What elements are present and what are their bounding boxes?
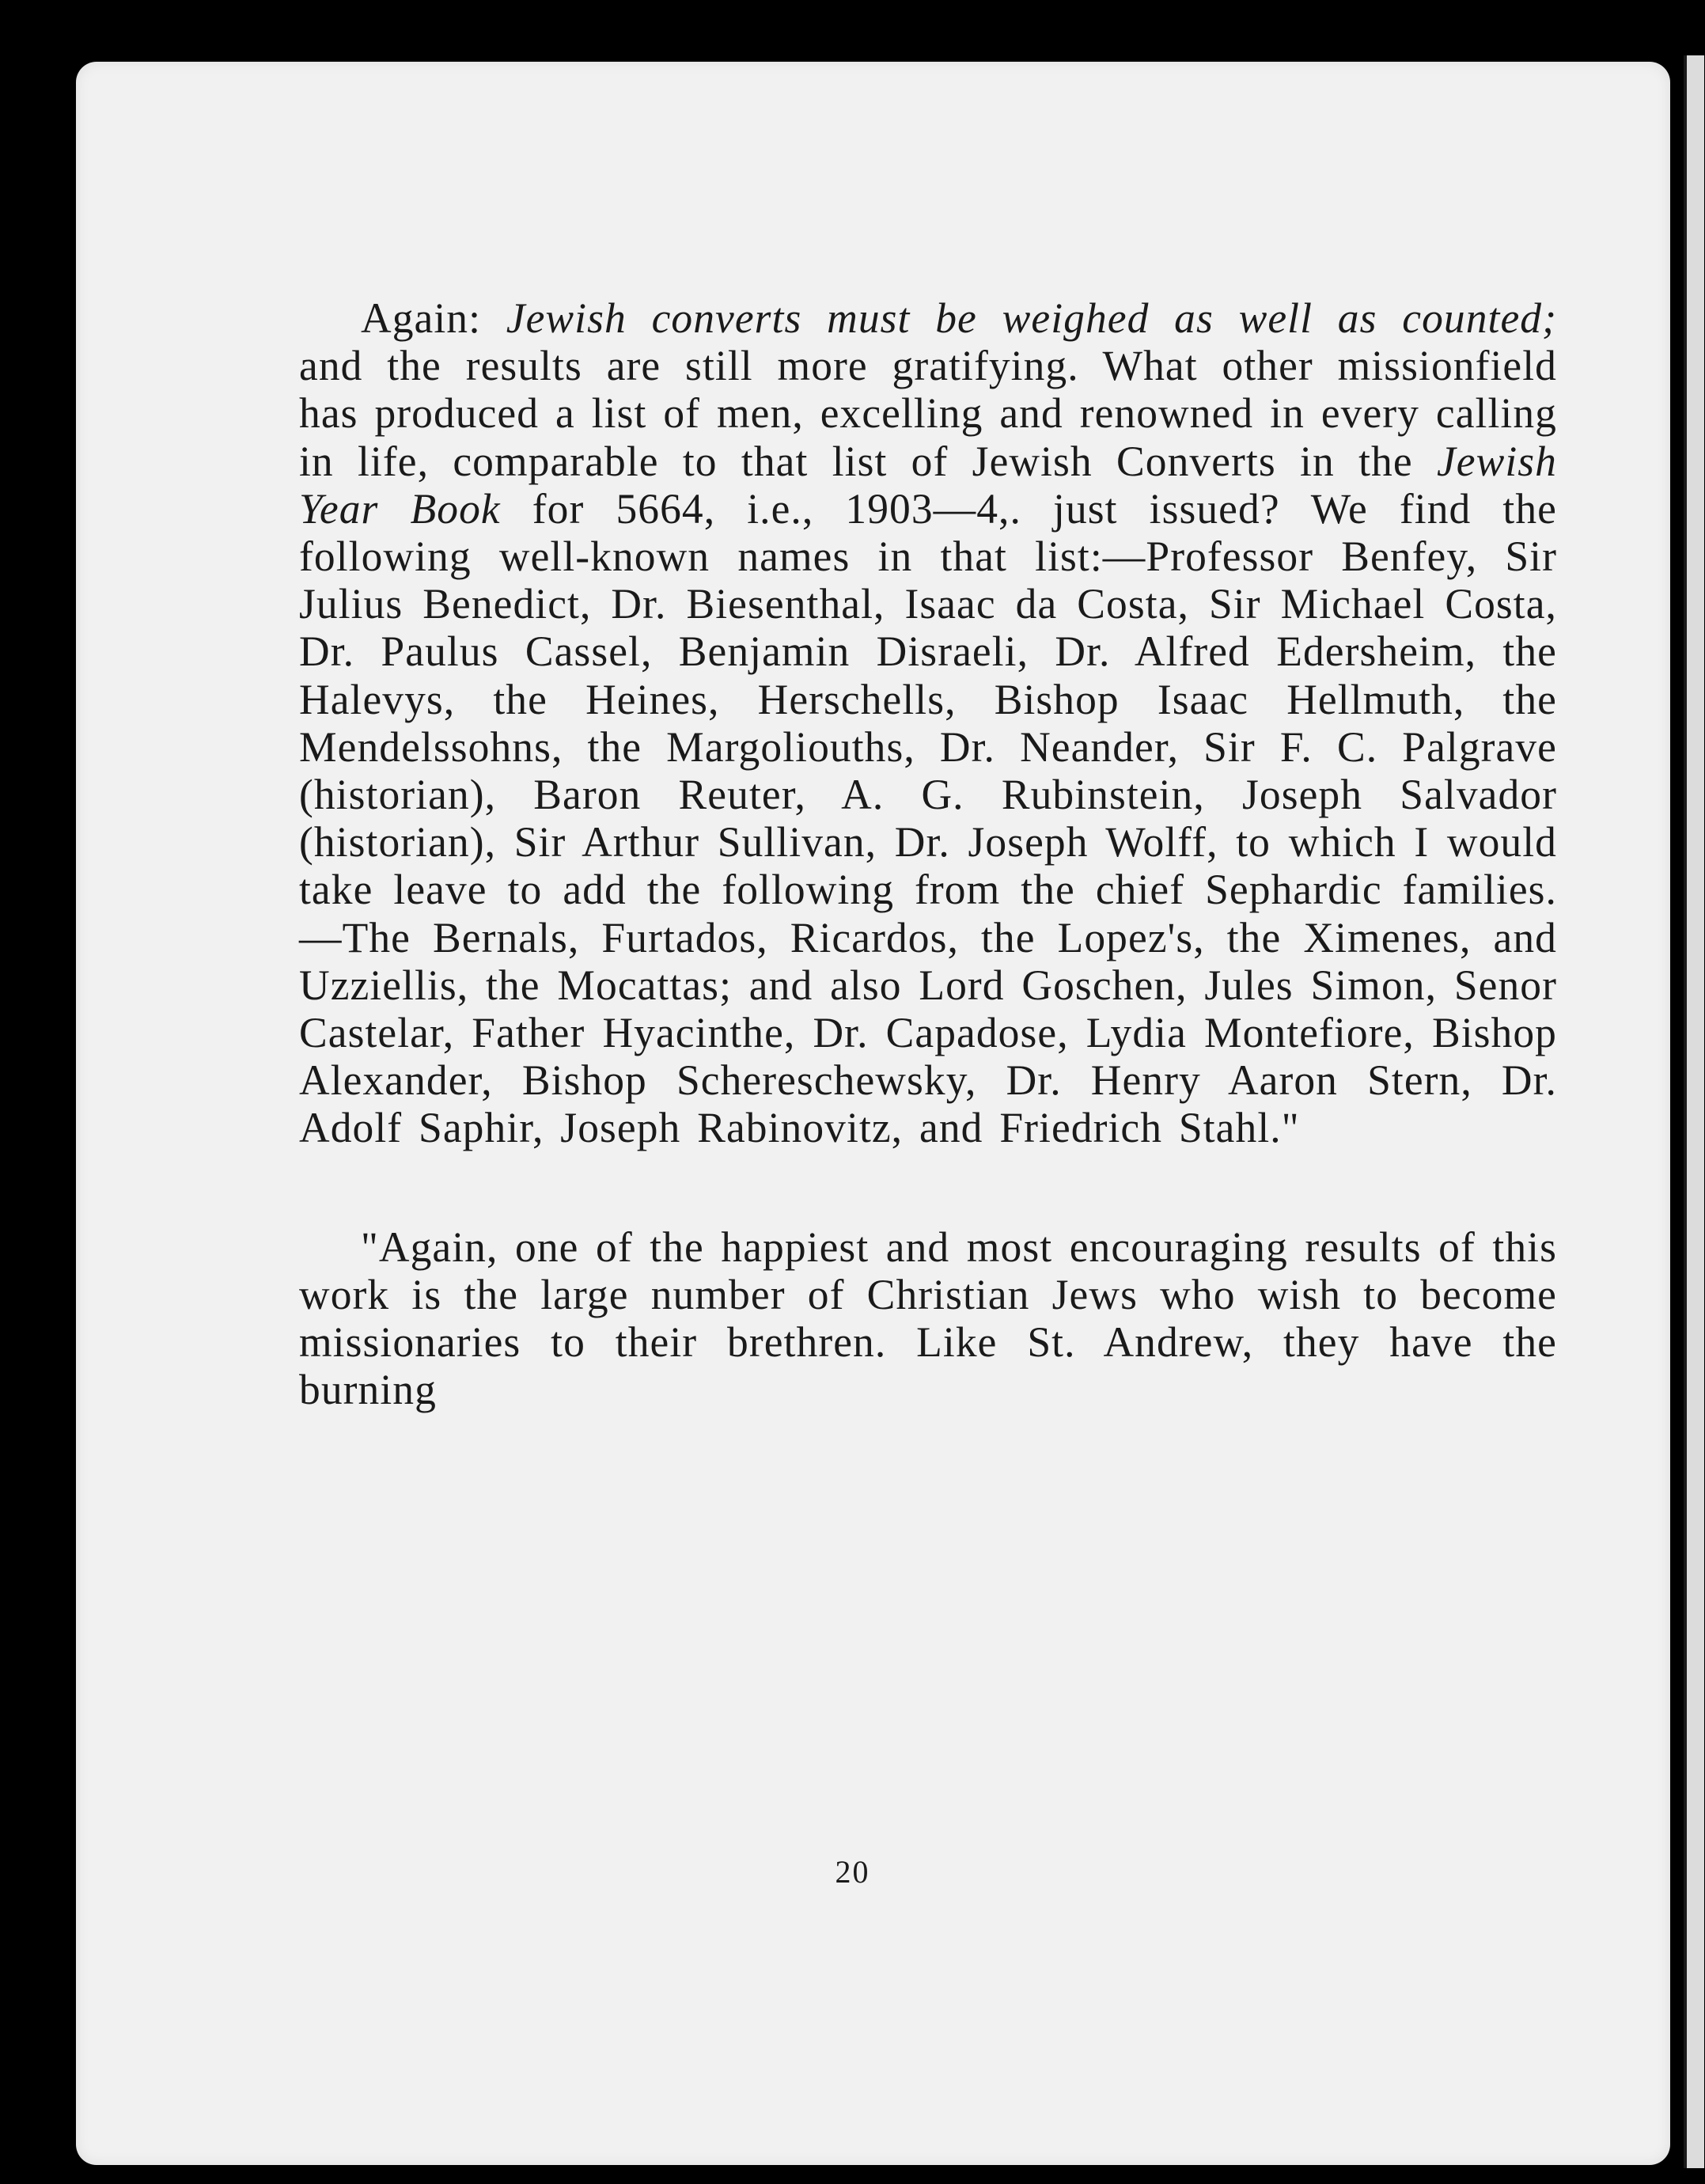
adjacent-page-edge [1684,55,1704,2168]
paragraph-text: and the results are still more gratifying. What other missionfield has produced a list of men, excelling and renowned in every calling in life, comparable to that list of Jewish Converts in the [299,342,1557,485]
paragraph-missionaries [299,1223,1557,1414]
paragraph-converts-list [299,294,1557,1152]
page-number: 20 [835,1854,870,1890]
italic-phrase: Jewish converts must be weighed as well as counted; [506,294,1558,342]
paragraph-text: Again: [361,294,506,342]
page-body-text [299,294,1557,1413]
book-title: Jewish Year Book [299,437,1557,533]
paragraph-text: "Again, one of the happiest and most encouraging results of this work is the large number of Christian Jews who wish to become missionaries to their brethren. Like St. Andrew, they have the burning [299,1223,1557,1414]
paragraph-text: for 5664, i.e., 1903—4,. just issued? We find the following well-known names in that list:—Professor Benfey, Sir Julius Benedict, Dr. Biesenthal, Isaac da Costa, Sir Michael Costa, Dr. Paulus Cassel, Benjamin Disraeli, Dr. Alfred Edersheim, the Halevys, the Heines, Herschells, Bishop Isaac Hellmuth, the Mendelssohns, the Margoliouths, Dr. Neander, Sir F. C. Palgrave (historian), Baron Reuter, A. G. Rubinstein, Joseph Salvador (historian), Sir Arthur Sullivan, Dr. Joseph Wolff, to which I would take leave to add the following from the chief Sephardic families.—The Bernals, Furtados, Ricardos, the Lopez's, the Ximenes, and Uzziellis, the Mocattas; and also Lord Goschen, Jules Simon, Senor Castelar, Father Hyacinthe, Dr. Capadose, Lydia Montefiore, Bishop Alexander, Bishop Schereschewsky, Dr. Henry Aaron Stern, Dr. Adolf Saphir, Joseph Rabinovitz, and Friedrich Stahl." [299,484,1557,1152]
